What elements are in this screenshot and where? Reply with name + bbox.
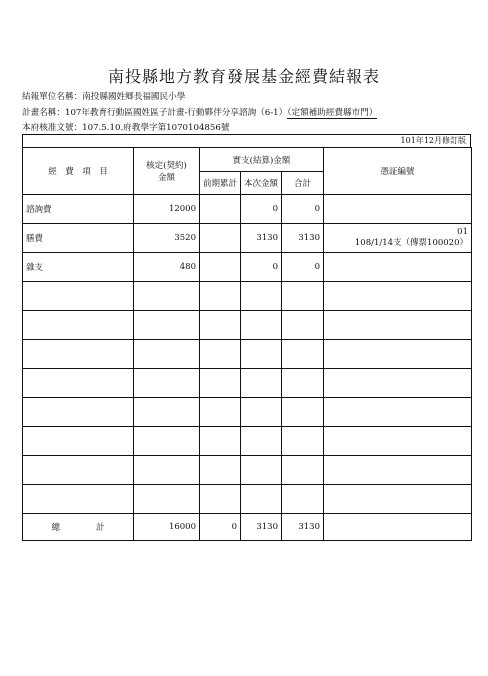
empty-cell	[241, 340, 282, 369]
header-row-1	[23, 148, 472, 172]
row-voucher	[324, 195, 472, 224]
empty-cell	[200, 485, 241, 514]
empty-cell	[282, 398, 324, 427]
row-item: 諮詢費	[23, 195, 134, 224]
empty-cell	[241, 282, 282, 311]
total-label-right: 計	[96, 523, 105, 533]
expense-table	[22, 147, 472, 541]
row-total: 0	[282, 195, 324, 224]
approval-label: 本府核准文號：	[22, 123, 83, 133]
empty-cell	[134, 427, 200, 456]
header-item	[23, 148, 134, 195]
total-approved: 16000	[134, 514, 200, 541]
total-voucher	[324, 514, 472, 541]
empty-cell	[200, 311, 241, 340]
empty-cell	[241, 398, 282, 427]
empty-cell	[23, 427, 134, 456]
row-voucher	[324, 253, 472, 282]
empty-cell	[23, 340, 134, 369]
row-previous	[200, 224, 241, 253]
empty-cell	[324, 340, 472, 369]
empty-cell	[23, 485, 134, 514]
table-row	[23, 224, 472, 253]
empty-cell	[134, 340, 200, 369]
empty-cell	[324, 427, 472, 456]
empty-cell	[282, 340, 324, 369]
empty-cell	[23, 282, 134, 311]
unit-label: 結報單位名稱：	[22, 92, 83, 102]
header-approved-sub: 金額	[157, 173, 175, 183]
unit-value: 南投縣國姓鄉長福國民小學	[82, 92, 186, 102]
empty-cell	[200, 369, 241, 398]
empty-row	[23, 485, 472, 514]
empty-cell	[134, 369, 200, 398]
row-item: 雜支	[23, 253, 134, 282]
empty-cell	[282, 485, 324, 514]
total-row	[23, 514, 472, 541]
empty-row	[23, 340, 472, 369]
plan-value: 107年教育行動區國姓區子計畫-行動夥伴分享諮詢（6-1）	[64, 108, 288, 118]
empty-row	[23, 456, 472, 485]
empty-cell	[200, 340, 241, 369]
row-previous	[200, 195, 241, 224]
empty-cell	[282, 282, 324, 311]
table-row	[23, 253, 472, 282]
approval-line	[22, 121, 229, 133]
empty-cell	[134, 282, 200, 311]
row-voucher	[324, 224, 472, 253]
plan-label: 計畫名稱：	[22, 108, 65, 118]
empty-row	[23, 427, 472, 456]
empty-cell	[324, 456, 472, 485]
empty-row	[23, 282, 472, 311]
empty-cell	[282, 427, 324, 456]
row-total: 3130	[282, 224, 324, 253]
row-current: 0	[241, 195, 282, 224]
empty-cell	[23, 398, 134, 427]
empty-row	[23, 369, 472, 398]
empty-cell	[200, 456, 241, 485]
empty-cell	[324, 369, 472, 398]
row-previous	[200, 253, 241, 282]
header-item-text: 經 費 項 目	[48, 167, 108, 177]
plan-note: （定額補助經費縣市門）	[287, 108, 378, 118]
empty-cell	[200, 398, 241, 427]
empty-cell	[282, 456, 324, 485]
revision-label: 101年12月修訂版	[22, 134, 471, 147]
empty-cell	[134, 398, 200, 427]
plan-line	[22, 106, 377, 118]
row-approved: 12000	[134, 195, 200, 224]
row-approved: 480	[134, 253, 200, 282]
empty-cell	[324, 398, 472, 427]
approval-value: 107.5.10.府教學字第1070104856號	[82, 123, 230, 133]
total-previous: 0	[200, 514, 241, 541]
empty-cell	[200, 427, 241, 456]
empty-cell	[134, 485, 200, 514]
total-label	[23, 514, 134, 541]
row-item: 膳費	[23, 224, 134, 253]
table-row	[23, 195, 472, 224]
total-total: 3130	[282, 514, 324, 541]
report-title: 南投縣地方教育發展基金經費結報表	[107, 67, 380, 86]
row-current: 0	[241, 253, 282, 282]
total-label-left: 總	[51, 523, 60, 533]
header-voucher: 憑証編號	[324, 148, 472, 195]
header-approved	[134, 148, 200, 195]
empty-cell	[282, 311, 324, 340]
empty-row	[23, 311, 472, 340]
empty-cell	[241, 311, 282, 340]
empty-cell	[134, 311, 200, 340]
row-approved: 3520	[134, 224, 200, 253]
row-voucher-line1: 01	[457, 227, 468, 237]
header-current: 本次金額	[241, 172, 282, 195]
header-approved-text: 核定(契約)	[146, 161, 187, 171]
total-current: 3130	[241, 514, 282, 541]
empty-cell	[241, 369, 282, 398]
empty-cell	[282, 369, 324, 398]
empty-cell	[324, 282, 472, 311]
empty-cell	[23, 311, 134, 340]
empty-cell	[23, 369, 134, 398]
empty-cell	[241, 485, 282, 514]
header-previous: 前期累計	[200, 172, 241, 195]
empty-row	[23, 398, 472, 427]
empty-cell	[134, 456, 200, 485]
empty-cell	[241, 456, 282, 485]
empty-cell	[241, 427, 282, 456]
row-total: 0	[282, 253, 324, 282]
row-voucher-line2: 108/1/14支（傳票100020）	[354, 238, 468, 248]
empty-cell	[200, 282, 241, 311]
unit-line	[22, 90, 185, 102]
header-actual: 實支(結算)金額	[200, 148, 324, 172]
empty-cell	[324, 311, 472, 340]
header-total: 合計	[282, 172, 324, 195]
row-current: 3130	[241, 224, 282, 253]
empty-cell	[23, 456, 134, 485]
empty-cell	[324, 485, 472, 514]
